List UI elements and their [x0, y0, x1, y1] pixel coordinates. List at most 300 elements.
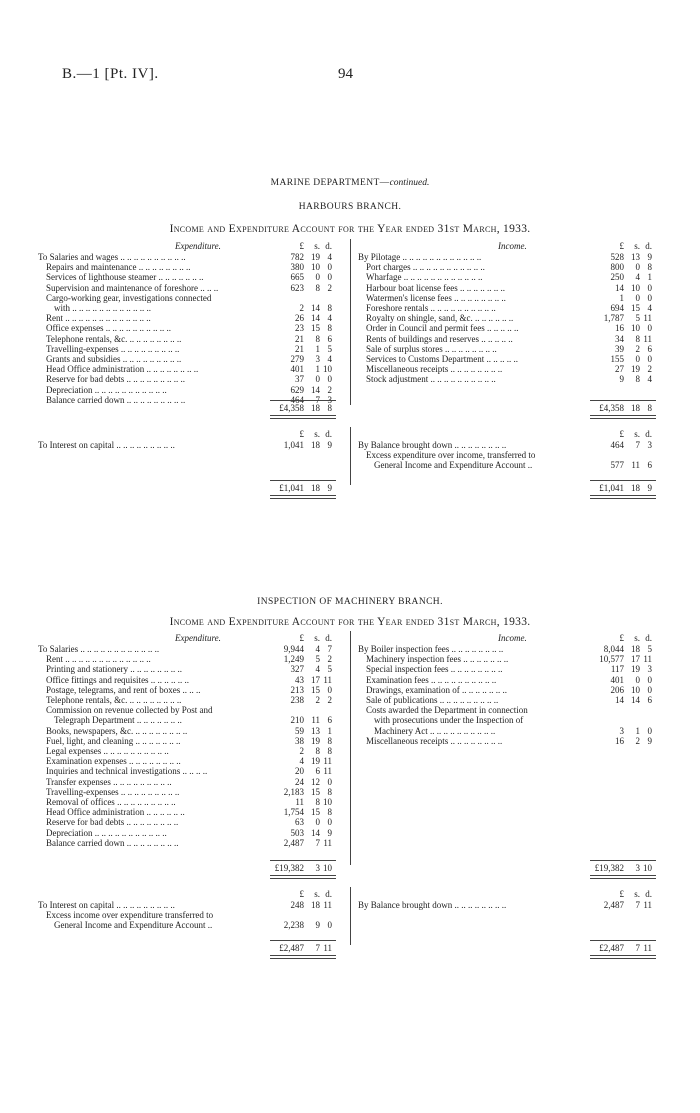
income-item: Sale of publications .. .. .. .. .. .. .. .. .. — [366, 695, 499, 705]
amount-pence: 0 — [327, 684, 332, 695]
interest-income-item: By Balance brought down .. .. .. .. .. .. .. .. — [358, 900, 507, 910]
amount-pounds: 1 — [619, 292, 624, 303]
total-double-rule — [590, 415, 656, 419]
income-item: Harbour boat license fees .. .. .. .. .. .. .. — [366, 282, 505, 293]
amount-pounds: 155 — [610, 354, 624, 364]
amount-pence: 8 — [327, 323, 332, 334]
total-double-rule — [270, 875, 336, 879]
interest-income-item: General Income and Expenditure Account .. — [374, 460, 533, 471]
amount-pence: 8 — [327, 807, 332, 818]
amount-pounds: £ — [619, 633, 624, 643]
department-title: MARINE DEPARTMENT—continued. — [270, 178, 430, 188]
amount-shillings: 14 — [311, 384, 320, 395]
amount-shillings: 14 — [311, 303, 320, 313]
amount-pence: 0 — [647, 725, 652, 736]
amount-pounds: 10,577 — [599, 654, 624, 665]
amount-shillings: 17 — [311, 674, 320, 685]
total-double-rule — [590, 955, 656, 959]
amount-shillings: 6 — [315, 766, 320, 777]
expenditure-item: Head Office administration .. .. .. .. .. .. .. .. — [46, 364, 199, 375]
income-item: Port charges .. .. .. .. .. .. .. .. .. .. .. — [366, 262, 485, 273]
amount-pence: 0 — [327, 817, 332, 828]
expenditure-item: Telegraph Department .. .. .. .. .. .. .. — [54, 715, 182, 726]
income-item: Machinery inspection fees .. .. .. .. .. .. .. — [366, 654, 509, 665]
amount-pence: d. — [645, 633, 652, 643]
total-rule — [270, 400, 336, 401]
amount-pence: 0 — [327, 776, 332, 787]
amount-pounds: 380 — [290, 262, 304, 273]
income-item: Examination fees .. .. .. .. .. .. .. .. .. .. — [366, 674, 497, 685]
expenditure-item: Rent .. .. .. .. .. .. .. .. .. .. .. .. .. — [46, 654, 151, 665]
amount-shillings: 10 — [631, 282, 640, 293]
amount-pence: 10 — [323, 863, 332, 873]
amount-pounds: £1,041 — [279, 482, 304, 493]
amount-shillings: s. — [314, 429, 320, 439]
amount-pence: 0 — [327, 262, 332, 273]
amount-shillings: s. — [634, 889, 640, 899]
expenditure-item: Repairs and maintenance .. .. .. .. .. .. .. .. — [46, 262, 191, 273]
income-item: By Pilotage .. .. .. .. .. .. .. .. .. .. .. .. — [358, 252, 482, 262]
amount-pounds: 59 — [295, 725, 304, 736]
expenditure-item: Reserve for bad debts .. .. .. .. .. .. .. .. — [46, 817, 179, 828]
interest-expenditure-item: Excess income over expenditure transferred to — [46, 910, 214, 921]
amount-pence: 11 — [643, 333, 652, 344]
column-divider — [350, 631, 351, 865]
amount-shillings: s. — [634, 241, 640, 251]
amount-pounds: £ — [619, 889, 624, 899]
income-item: Miscellaneous receipts .. .. .. .. .. .. .. .. — [366, 364, 503, 375]
amount-pence: 3 — [327, 394, 332, 405]
interest-income-item: Excess expenditure over income, transferred to — [366, 450, 536, 461]
amount-shillings: 15 — [311, 807, 320, 818]
amount-pounds: 63 — [295, 817, 304, 828]
amount-pounds: 1,249 — [283, 654, 304, 665]
expenditure-item: To Salaries and wages .. .. .. .. .. .. .. .. .. .. — [38, 252, 186, 262]
expenditure-item: Balance carried down .. .. .. .. .. .. .. .. — [46, 837, 179, 848]
interest-expenditure-item: To Interest on capital .. .. .. .. .. .. .. .. .. — [38, 440, 175, 450]
amount-pounds: 8,044 — [603, 644, 624, 654]
amount-pounds: 248 — [290, 900, 304, 910]
expenditure-item: Balance carried down .. .. .. .. .. .. .. .. .. — [46, 394, 186, 405]
amount-pounds: 577 — [610, 460, 624, 471]
amount-pounds: 694 — [610, 303, 624, 313]
expenditure-item: Telephone rentals, &c. .. .. .. .. .. .. .. .. — [46, 333, 182, 344]
amount-shillings: 11 — [631, 460, 640, 471]
amount-pence: 8 — [327, 746, 332, 756]
amount-pence: 11 — [643, 942, 652, 953]
amount-pence: 6 — [647, 343, 652, 354]
amount-shillings: 0 — [635, 674, 640, 685]
income-item: Royalty on shingle, sand, &c. .. .. .. .. .. .. — [366, 313, 514, 324]
amount-pence: 8 — [327, 403, 332, 413]
continued-note: continued. — [389, 178, 430, 188]
amount-pence: 5 — [327, 664, 332, 675]
amount-pounds: £ — [619, 429, 624, 439]
amount-pounds: 9 — [619, 374, 624, 385]
amount-shillings: 13 — [311, 725, 320, 736]
amount-pounds: £ — [299, 429, 304, 439]
amount-pounds: 629 — [290, 384, 304, 395]
amount-pence: 4 — [647, 374, 652, 385]
amount-pence: 0 — [647, 292, 652, 303]
expenditure-item: Cargo-working gear, investigations connected — [46, 292, 212, 303]
amount-shillings: 18 — [631, 482, 640, 493]
interest-expenditure-item: To Interest on capital .. .. .. .. .. .. .. .. .. — [38, 900, 175, 910]
expenditure-item: Services of lighthouse steamer .. .. .. .. .. .. .. — [46, 272, 204, 283]
amount-shillings: 17 — [631, 654, 640, 665]
amount-pence: 9 — [647, 252, 652, 262]
amount-pence: 11 — [643, 313, 652, 324]
amount-pence: 8 — [327, 786, 332, 797]
amount-pounds: 2 — [299, 303, 304, 313]
amount-shillings: 7 — [315, 394, 320, 405]
page-header-reference: B.—1 [Pt. IV]. — [62, 66, 159, 82]
amount-shillings: 3 — [635, 863, 640, 873]
amount-pounds: 117 — [610, 664, 624, 675]
amount-shillings: 18 — [631, 644, 640, 654]
amount-pence: 10 — [643, 863, 652, 873]
amount-shillings: 14 — [311, 827, 320, 838]
amount-shillings: s. — [634, 633, 640, 643]
amount-pounds: 2,487 — [603, 900, 624, 910]
amount-shillings: 12 — [311, 776, 320, 787]
expenditure-item: Fuel, light, and cleaning .. .. .. .. .. .. .. — [46, 735, 181, 746]
amount-shillings: 13 — [631, 252, 640, 262]
amount-pence: d. — [325, 429, 332, 439]
amount-pounds: 782 — [290, 252, 304, 262]
amount-pounds: £19,382 — [594, 863, 624, 873]
amount-pounds: 16 — [615, 735, 624, 746]
amount-pounds: 623 — [290, 282, 304, 293]
amount-pence: 11 — [323, 766, 332, 777]
amount-shillings: 5 — [315, 654, 320, 665]
total-rule — [270, 860, 336, 861]
amount-pence: 9 — [647, 482, 652, 493]
amount-pounds: 14 — [615, 282, 624, 293]
amount-pence: 4 — [647, 303, 652, 313]
grand-total-row — [0, 943, 700, 953]
total-rule — [270, 480, 336, 481]
expenditure-label: Expenditure. — [175, 241, 221, 251]
amount-pence: 11 — [323, 674, 332, 685]
amount-pence: 9 — [327, 827, 332, 838]
amount-pounds: 213 — [290, 684, 304, 695]
amount-shillings: 7 — [635, 900, 640, 910]
amount-pounds: £4,358 — [599, 403, 624, 413]
amount-pence: 0 — [327, 272, 332, 283]
amount-pence: 0 — [647, 354, 652, 364]
amount-pence: 3 — [647, 664, 652, 675]
amount-shillings: 18 — [631, 403, 640, 413]
amount-pounds: 2,183 — [283, 786, 304, 797]
income-item: Watermen's license fees .. .. .. .. .. .. .. .. — [366, 292, 506, 303]
amount-pence: 6 — [327, 715, 332, 726]
amount-pounds: 665 — [290, 272, 304, 283]
total-row — [0, 403, 700, 413]
amount-pounds: 327 — [290, 664, 304, 675]
amount-pounds: 464 — [290, 394, 304, 405]
amount-pounds: 800 — [610, 262, 624, 273]
amount-pence: 6 — [647, 695, 652, 705]
amount-pence: 10 — [323, 364, 332, 375]
total-rule — [590, 400, 656, 401]
amount-shillings: 0 — [315, 272, 320, 283]
amount-pounds: 14 — [615, 695, 624, 705]
amount-pence: 11 — [323, 900, 332, 910]
amount-pounds: 210 — [290, 715, 304, 726]
total-row — [0, 863, 700, 873]
expenditure-item: Travelling-expenses .. .. .. .. .. .. .. .. .. — [46, 786, 180, 797]
expenditure-item: Office expenses .. .. .. .. .. .. .. .. .. .. — [46, 323, 172, 334]
amount-pounds: 9,944 — [283, 644, 304, 654]
total-double-rule — [270, 415, 336, 419]
amount-pence: 1 — [327, 725, 332, 736]
amount-shillings: 15 — [631, 303, 640, 313]
amount-pounds: 503 — [290, 827, 304, 838]
income-label: Income. — [498, 241, 527, 251]
amount-pounds: 37 — [295, 374, 304, 385]
harbours-account-heading: Income and Expenditure Account for the Year ended 31st March, 1933. — [169, 223, 531, 235]
expenditure-item: Office fittings and requisites .. .. .. .. .. .. — [46, 674, 190, 685]
amount-pence: 9 — [327, 482, 332, 493]
amount-shillings: 3 — [315, 863, 320, 873]
amount-shillings: 7 — [315, 837, 320, 848]
amount-shillings: 2 — [315, 695, 320, 705]
amount-pounds: 464 — [610, 440, 624, 450]
amount-pounds: £ — [299, 241, 304, 251]
amount-pence: 0 — [647, 282, 652, 293]
expenditure-item: Printing and stationery .. .. .. .. .. .. .. .. — [46, 664, 182, 675]
expenditure-item: Books, newspapers, &c. .. .. .. .. .. .. .. .. — [46, 725, 188, 736]
amount-shillings: 8 — [315, 282, 320, 293]
amount-pence: 8 — [327, 303, 332, 313]
amount-pence: 0 — [327, 374, 332, 385]
income-item: Order in Council and permit fees .. .. .. .. .. — [366, 323, 519, 334]
amount-shillings: 18 — [311, 900, 320, 910]
expenditure-item: Inquiries and technical investigations .. .. .. .. — [46, 766, 208, 777]
amount-shillings: 15 — [311, 684, 320, 695]
amount-pounds: 401 — [610, 674, 624, 685]
expenditure-item: To Salaries .. .. .. .. .. .. .. .. .. .. .. .. — [38, 644, 160, 654]
expenditure-item: Transfer expenses .. .. .. .. .. .. .. .. .. — [46, 776, 172, 787]
income-label: Income. — [498, 633, 527, 643]
interest-expenditure-item: General Income and Expenditure Account .. — [54, 920, 213, 931]
amount-pence: 9 — [327, 440, 332, 450]
amount-pence: d. — [645, 429, 652, 439]
amount-pounds: 1,787 — [603, 313, 624, 324]
amount-shillings: 0 — [635, 292, 640, 303]
total-rule — [270, 940, 336, 941]
income-item: By Boiler inspection fees .. .. .. .. .. .. .. .. — [358, 644, 504, 654]
expenditure-item: Legal expenses .. .. .. .. .. .. .. .. .. .. — [46, 746, 169, 756]
amount-shillings: 8 — [635, 374, 640, 385]
amount-pence: 7 — [327, 644, 332, 654]
amount-pounds: 4 — [299, 756, 304, 767]
amount-shillings: 19 — [631, 664, 640, 675]
amount-pounds: £ — [299, 889, 304, 899]
expenditure-item: with .. .. .. .. .. .. .. .. .. .. .. .. — [54, 303, 152, 313]
amount-pounds: £19,382 — [274, 863, 304, 873]
harbours-branch-title: HARBOURS BRANCH. — [298, 202, 402, 212]
amount-pounds: 23 — [295, 323, 304, 334]
amount-pence: d. — [325, 241, 332, 251]
amount-pence: 11 — [323, 756, 332, 767]
expenditure-item: Grants and subsidies .. .. .. .. .. .. .. .. .. — [46, 354, 182, 364]
amount-pounds: 21 — [295, 343, 304, 354]
income-item: Services to Customs Department .. .. .. .. .. — [366, 354, 518, 364]
amount-pounds: 3 — [619, 725, 624, 736]
amount-pounds: £ — [299, 633, 304, 643]
amount-pence: d. — [325, 633, 332, 643]
amount-pounds: 401 — [290, 364, 304, 375]
income-item: with prosecutions under the Inspection of — [374, 715, 524, 726]
amount-shillings: s. — [314, 633, 320, 643]
amount-pence: 8 — [327, 735, 332, 746]
amount-pence: 2 — [327, 695, 332, 705]
expenditure-item: Travelling-expenses .. .. .. .. .. .. .. .. .. — [46, 343, 180, 354]
amount-shillings: 19 — [631, 364, 640, 375]
amount-shillings: 5 — [635, 313, 640, 324]
amount-pounds: 1,041 — [283, 440, 304, 450]
amount-pence: 0 — [647, 674, 652, 685]
amount-pence: 2 — [327, 654, 332, 665]
amount-shillings: 0 — [315, 817, 320, 828]
expenditure-item: Depreciation .. .. .. .. .. .. .. .. .. .. .. — [46, 827, 167, 838]
amount-shillings: 7 — [315, 942, 320, 953]
amount-shillings: 7 — [635, 942, 640, 953]
amount-shillings: 8 — [315, 797, 320, 807]
amount-pounds: £2,487 — [279, 942, 304, 953]
amount-pence: 2 — [647, 364, 652, 375]
amount-pounds: 43 — [295, 674, 304, 685]
amount-shillings: 18 — [311, 440, 320, 450]
amount-shillings: 10 — [631, 323, 640, 334]
expenditure-item: Telephone rentals, &c. .. .. .. .. .. .. .. .. — [46, 695, 182, 705]
amount-shillings: 15 — [311, 786, 320, 797]
amount-pounds: 20 — [295, 766, 304, 777]
machinery-branch-title: INSPECTION OF MACHINERY BRANCH. — [257, 597, 443, 607]
amount-pence: 10 — [323, 797, 332, 807]
amount-shillings: s. — [314, 889, 320, 899]
amount-shillings: 10 — [311, 262, 320, 273]
amount-shillings: 8 — [315, 746, 320, 756]
amount-shillings: 1 — [635, 725, 640, 736]
expenditure-item: Rent .. .. .. .. .. .. .. .. .. .. .. .. .. — [46, 313, 151, 324]
total-rule — [590, 480, 656, 481]
income-item: Machinery Act .. .. .. .. .. .. .. .. .. .. — [374, 725, 496, 736]
amount-shillings: 1 — [315, 343, 320, 354]
amount-pence: 3 — [647, 440, 652, 450]
amount-shillings: 2 — [635, 343, 640, 354]
amount-pence: 4 — [327, 313, 332, 324]
amount-shillings: 1 — [315, 364, 320, 375]
amount-pence: 0 — [327, 920, 332, 931]
expenditure-item: Depreciation .. .. .. .. .. .. .. .. .. .. .. — [46, 384, 167, 395]
amount-pence: 1 — [647, 272, 652, 283]
amount-pence: 0 — [647, 323, 652, 334]
total-double-rule — [590, 875, 656, 879]
expenditure-item: Supervision and maintenance of foreshore .. .. .. — [46, 282, 219, 293]
amount-shillings: 4 — [635, 272, 640, 283]
amount-shillings: 8 — [315, 333, 320, 344]
amount-pence: 11 — [323, 942, 332, 953]
amount-pence: 11 — [643, 654, 652, 665]
amount-shillings: 10 — [631, 684, 640, 695]
amount-pounds: 38 — [295, 735, 304, 746]
grand-total-row — [0, 483, 700, 493]
amount-shillings: 11 — [311, 715, 320, 726]
page-number: 94 — [338, 66, 353, 82]
expenditure-item: Removal of offices .. .. .. .. .. .. .. .. .. — [46, 797, 176, 807]
income-item: Special inspection fees .. .. .. .. .. .. .. .. — [366, 664, 503, 675]
amount-pounds: 16 — [615, 323, 624, 334]
amount-pounds: 2,238 — [283, 920, 304, 931]
amount-pounds: 11 — [295, 797, 304, 807]
expenditure-item: Head Office administration .. .. .. .. .. .. — [46, 807, 185, 818]
amount-pounds: 2 — [299, 746, 304, 756]
amount-shillings: 18 — [311, 482, 320, 493]
income-item: Stock adjustment .. .. .. .. .. .. .. .. .. .. — [366, 374, 496, 385]
interest-income-item: By Balance brought down .. .. .. .. .. .. .. .. — [358, 440, 507, 450]
amount-pence: d. — [645, 241, 652, 251]
amount-pounds: 2,487 — [283, 837, 304, 848]
income-item: Drawings, examination of .. .. .. .. .. .. .. — [366, 684, 507, 695]
amount-pounds: 238 — [290, 695, 304, 705]
amount-pounds: 528 — [610, 252, 624, 262]
income-item: Sale of surplus stores .. .. .. .. .. .. .. .. — [366, 343, 497, 354]
column-divider — [350, 887, 351, 945]
amount-pounds: 279 — [290, 354, 304, 364]
amount-pounds: £4,358 — [279, 403, 304, 413]
amount-pence: 0 — [647, 684, 652, 695]
amount-pounds: 34 — [615, 333, 624, 344]
income-item: Wharfage .. .. .. .. .. .. .. .. .. .. .. .. — [366, 272, 483, 283]
amount-pence: 8 — [647, 403, 652, 413]
total-double-rule — [270, 955, 336, 959]
amount-shillings: 3 — [315, 354, 320, 364]
amount-pence: 2 — [327, 384, 332, 395]
amount-pence: 5 — [327, 343, 332, 354]
amount-shillings: 14 — [631, 695, 640, 705]
expenditure-item: Postage, telegrams, and rent of boxes .. .. .. — [46, 684, 201, 695]
expenditure-item: Examination expenses .. .. .. .. .. .. .. .. — [46, 756, 181, 767]
amount-pounds: £ — [619, 241, 624, 251]
amount-shillings: 18 — [311, 403, 320, 413]
amount-shillings: 4 — [315, 644, 320, 654]
amount-shillings: 19 — [311, 756, 320, 767]
amount-shillings: 0 — [635, 354, 640, 364]
amount-shillings: 0 — [635, 262, 640, 273]
total-double-rule — [270, 495, 336, 499]
amount-shillings: s. — [314, 241, 320, 251]
amount-pence: 4 — [327, 354, 332, 364]
amount-shillings: 7 — [635, 440, 640, 450]
amount-shillings: 0 — [315, 374, 320, 385]
amount-pounds: 1,754 — [283, 807, 304, 818]
amount-pounds: 250 — [610, 272, 624, 283]
amount-pence: 11 — [643, 900, 652, 910]
amount-shillings: 9 — [315, 920, 320, 931]
total-rule — [590, 860, 656, 861]
amount-pounds: 21 — [295, 333, 304, 344]
amount-shillings: 4 — [315, 664, 320, 675]
amount-pence: 5 — [647, 644, 652, 654]
column-divider — [350, 239, 351, 405]
amount-shillings: 2 — [635, 735, 640, 746]
amount-pence: 6 — [327, 333, 332, 344]
total-double-rule — [590, 495, 656, 499]
expenditure-item: Commission on revenue collected by Post and — [46, 705, 213, 716]
